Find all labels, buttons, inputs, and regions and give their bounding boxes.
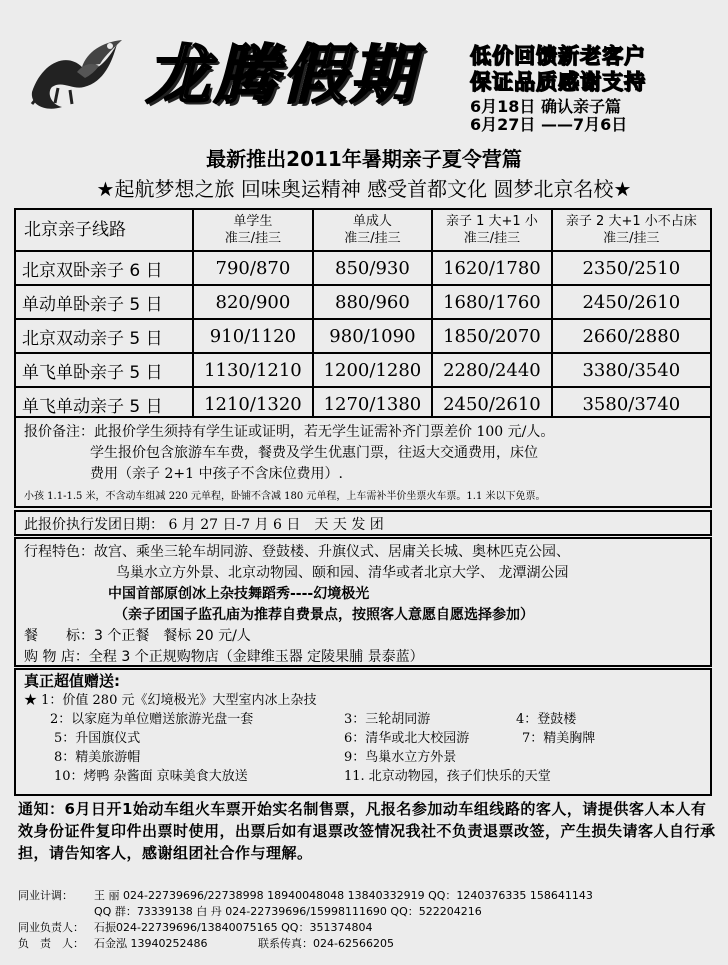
gift-item: ★ 1：价值 280 元《幻境极光》大型室内冰上杂技 xyxy=(24,693,317,708)
contact-label: 同业计调： xyxy=(18,889,73,902)
price-cell: 820/900 xyxy=(193,285,313,319)
main-headline: 最新推出2011年暑期亲子夏令营篇 xyxy=(206,147,522,171)
price-cell: 1200/1280 xyxy=(313,353,433,387)
price-cell: 1680/1760 xyxy=(432,285,552,319)
notes-line-1: 报价备注：此报价学生须持有学生证或证明，若无学生证需补齐门票差价 100 元/人。 xyxy=(24,424,555,440)
itinerary-special-show: 中国首部原创冰上杂技舞蹈秀----幻境极光 xyxy=(108,586,370,602)
table-row xyxy=(15,319,711,353)
gift-item: 9：鸟巢水立方外景 xyxy=(344,750,457,765)
itinerary xyxy=(14,537,712,667)
price-cell: 790/870 xyxy=(193,251,313,285)
contact-info: 王 丽 024-22739696/22738998 18940048048 13840332919 QQ：1240376335 158641143 xyxy=(94,889,593,902)
gift-item: 3：三轮胡同游 xyxy=(344,712,431,727)
price-cell: 880/960 xyxy=(313,285,433,319)
dragon-logo-icon xyxy=(22,32,132,117)
notes-line-3: 费用（亲子 2+1 中孩子不含床位费用）. xyxy=(90,466,343,482)
price-cell: 3580/3740 xyxy=(552,387,711,421)
gift-item: 7：精美胸牌 xyxy=(522,731,596,746)
brand-name: 龙腾假期 xyxy=(146,39,418,113)
list-item xyxy=(24,748,702,767)
gift-item: 6：清华或北大校园游 xyxy=(344,731,470,746)
contact-info: 石金泓 13940252486 xyxy=(94,937,208,950)
gift-item: 5：升国旗仪式 xyxy=(54,731,141,746)
contacts xyxy=(18,888,718,952)
header xyxy=(0,0,728,140)
header-student: 单学生 准三/挂三 xyxy=(193,209,313,251)
header-route: 北京亲子线路 xyxy=(15,209,193,251)
itinerary-meals: 餐 标：3 个正餐 餐标 20 元/人 xyxy=(24,628,251,644)
contact-info: QQ 群：73339138 白 丹 024-22739696/15998111690 QQ：522204216 xyxy=(94,905,482,918)
slogan-line-1: 低价回馈新老客户 xyxy=(470,44,646,68)
contact-label: 负 责 人： xyxy=(18,937,84,950)
price-cell: 1270/1380 xyxy=(313,387,433,421)
gifts xyxy=(14,668,712,796)
notes-line-2: 学生报价包含旅游车车费，餐费及学生优惠门票，往返大交通费用，床位 xyxy=(90,445,538,461)
date-line-2: 6月27日 ——7月6日 xyxy=(470,115,628,134)
price-cell: 2660/2880 xyxy=(552,319,711,353)
itinerary-optional-note: （亲子团国子监孔庙为推荐自费景点，按照客人意愿自愿选择参加） xyxy=(114,607,534,623)
price-table xyxy=(14,208,712,422)
price-cell: 2450/2610 xyxy=(552,285,711,319)
route-name: 北京双卧亲子 6 日 xyxy=(15,251,193,285)
price-notes xyxy=(14,416,712,508)
list-item xyxy=(24,767,702,786)
slogan-line-2: 保证品质感谢支持 xyxy=(470,70,646,94)
ticket-notice: 通知：6月日开1始动车组火车票开始实名制售票，凡报名参加动车组线路的客人，请提供客人本人有效身份证件复印件出票时使用，出票后如有退票改签情况我社不负责退票改签，产生损失请客人自行承担，请告知客人，感谢组团社合作与理解。 xyxy=(18,800,716,862)
contact-fax: 联系传真：024-62566205 xyxy=(258,937,394,950)
itinerary-line-1: 行程特色：故宫、乘坐三轮车胡同游、登鼓楼、升旗仪式、居庸关长城、奥林匹克公园、 xyxy=(24,544,570,560)
route-name: 单飞单卧亲子 5 日 xyxy=(15,353,193,387)
price-cell: 910/1120 xyxy=(193,319,313,353)
price-cell: 1850/2070 xyxy=(432,319,552,353)
list-item xyxy=(24,729,702,748)
contact-info: 石振024-22739696/13840075165 QQ：351374804 xyxy=(94,921,373,934)
table-row xyxy=(15,285,711,319)
itinerary-line-2: 鸟巢水立方外景、北京动物园、颐和园、清华或者北京大学、 龙潭湖公园 xyxy=(116,565,569,581)
date-line-1: 6月18日 确认亲子篇 xyxy=(470,97,621,116)
price-cell: 1210/1320 xyxy=(193,387,313,421)
gift-item: 11. 北京动物园，孩子们快乐的天堂 xyxy=(344,769,551,784)
gifts-title: 真正超值赠送: xyxy=(24,672,120,690)
header-family-2-1: 亲子 2 大+1 小不占床 准三/挂三 xyxy=(552,209,711,251)
price-cell: 2450/2610 xyxy=(432,387,552,421)
notes-child-fare: 小孩 1.1-1.5 米，不含动车组减 220 元单程，卧铺不含减 180 元单程，上车需补半价坐票火车票。1.1 米以下免票。 xyxy=(24,491,546,502)
price-cell: 980/1090 xyxy=(313,319,433,353)
gift-item: 2：以家庭为单位赠送旅游光盘一套 xyxy=(50,712,254,727)
price-cell: 2280/2440 xyxy=(432,353,552,387)
gift-item: 10：烤鸭 杂酱面 京味美食大放送 xyxy=(54,769,248,784)
table-row xyxy=(15,353,711,387)
list-item xyxy=(24,710,702,729)
contact-label: 同业负责人： xyxy=(18,921,84,934)
price-cell: 1130/1210 xyxy=(193,353,313,387)
table-row xyxy=(15,251,711,285)
price-cell: 850/930 xyxy=(313,251,433,285)
price-cell: 3380/3540 xyxy=(552,353,711,387)
route-name: 北京双动亲子 5 日 xyxy=(15,319,193,353)
header-adult: 单成人 准三/挂三 xyxy=(313,209,433,251)
itinerary-shops: 购 物 店：全程 3 个正规购物店（金肆维玉器 定陵果脯 景泰蓝） xyxy=(24,649,424,665)
price-cell: 1620/1780 xyxy=(432,251,552,285)
route-name: 单动单卧亲子 5 日 xyxy=(15,285,193,319)
gift-item: 8：精美旅游帽 xyxy=(54,750,141,765)
sub-headline: ★起航梦想之旅 回味奥运精神 感受首都文化 圆梦北京名校★ xyxy=(96,177,632,201)
gift-item: 4：登鼓楼 xyxy=(516,712,577,727)
price-cell: 2350/2510 xyxy=(552,251,711,285)
header-family-1-1: 亲子 1 大+1 小 准三/挂三 xyxy=(432,209,552,251)
price-table-header xyxy=(15,209,711,251)
departure-dates: 此报价执行发团日期： 6 月 27 日-7 月 6 日 天 天 发 团 xyxy=(14,510,712,536)
route-name: 单飞单动亲子 5 日 xyxy=(15,387,193,421)
list-item xyxy=(24,691,702,710)
